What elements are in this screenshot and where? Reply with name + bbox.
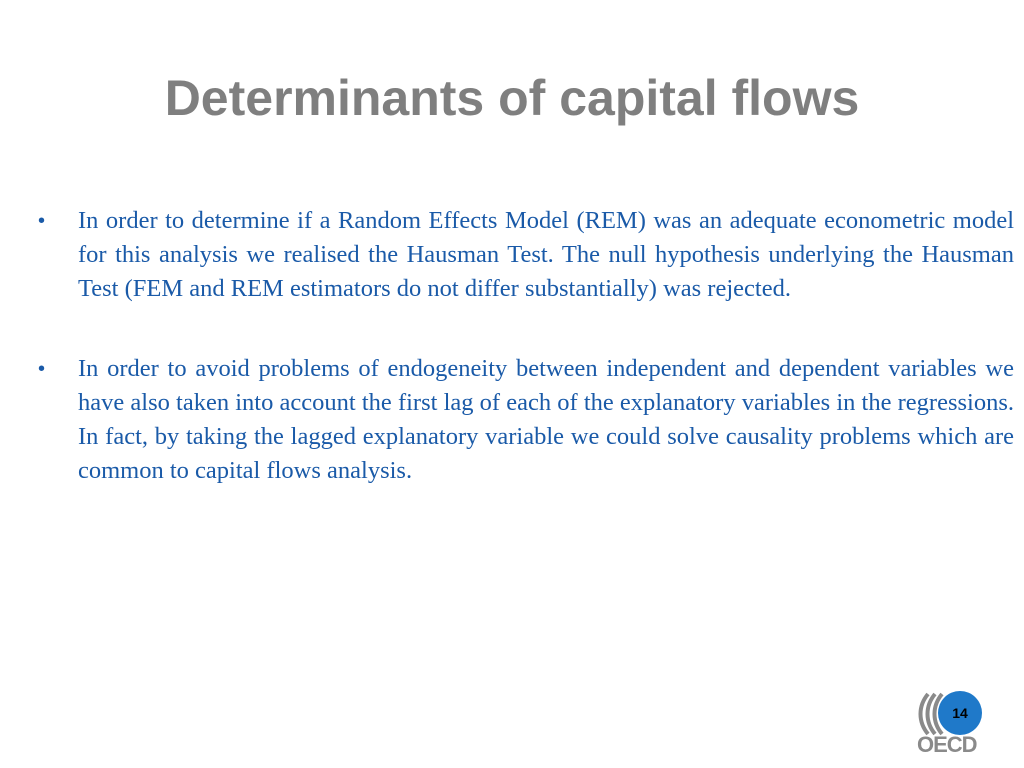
bullet-marker: • <box>38 358 46 380</box>
oecd-logo-text: OECD <box>917 732 977 757</box>
slide-title: Determinants of capital flows <box>164 70 860 126</box>
bullet-marker: • <box>38 210 46 232</box>
bullet-item <box>38 352 1014 488</box>
bullet-text: In order to determine if a Random Effects Model (REM) was an adequate econometric model for this analysis we realised the Hausman Test. The null hypothesis underlying the Hausman Test (FEM and REM estimators do not differ substantially) was rejected. <box>78 207 1014 302</box>
bullet-text: In order to avoid problems of endogeneity between independent and dependent variables we have also taken into account the first lag of each of the explanatory variables in the regressions. In fact, by taking the lagged explanatory variable we could solve causality problems which are common to capital flows analysis. <box>78 355 1014 484</box>
bullet-list <box>38 204 1014 488</box>
page-number-badge: 14 <box>938 691 982 735</box>
bullet-item <box>38 204 1014 306</box>
